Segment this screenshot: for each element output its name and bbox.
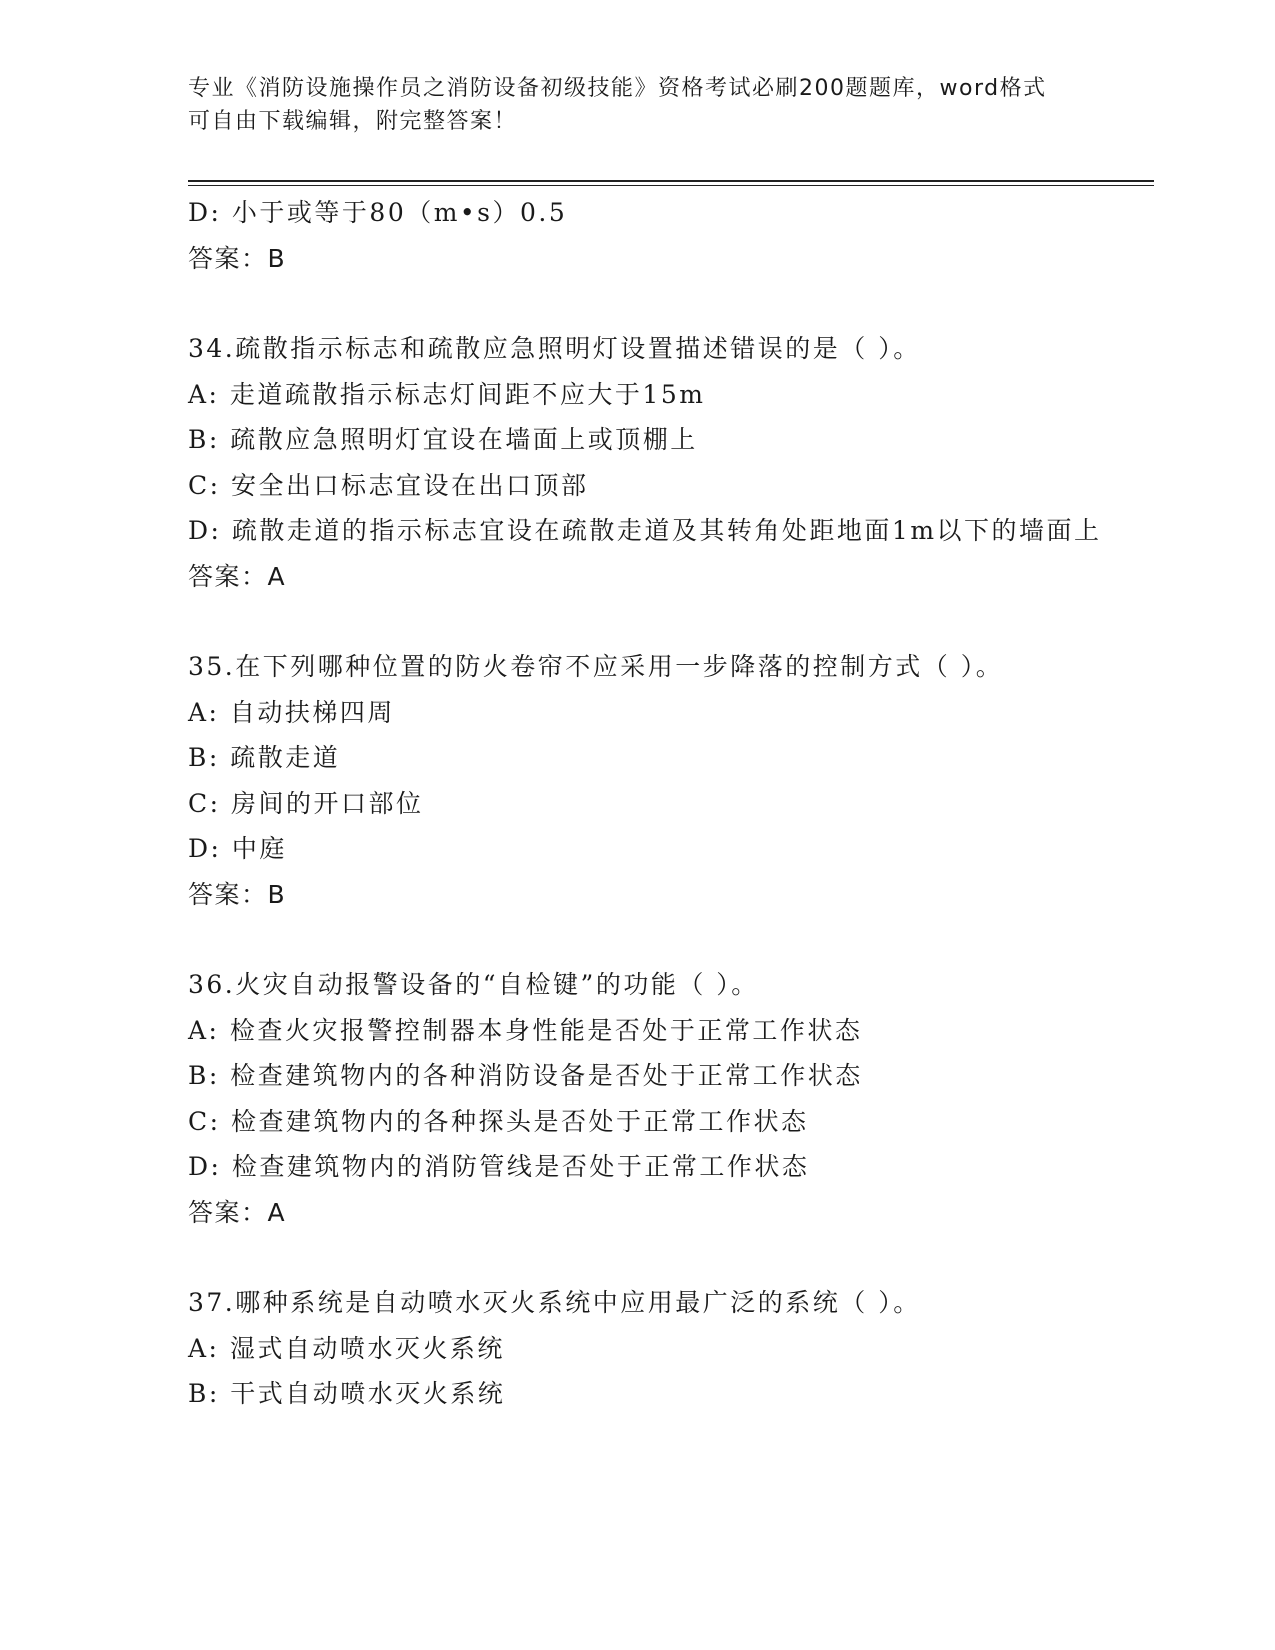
option-d: D: 中庭: [188, 834, 287, 863]
header-rule-thick: [188, 180, 1154, 182]
header-text: 专业《消防设施操作员之消防设备初级技能》资格考试必刷200题题库，word格式可自由下载编辑，附完整答案！: [188, 76, 1047, 134]
question-content: [188, 190, 1108, 1417]
question-36: [188, 962, 1108, 1235]
option-d: D: 疏散走道的指示标志宜设在疏散走道及其转角处距地面1m以下的墙面上: [188, 516, 1102, 545]
option-a: A: 检查火灾报警控制器本身性能是否处于正常工作状态: [188, 1015, 863, 1045]
question-35: [188, 644, 1108, 917]
question-stem: 37.哪种系统是自动喷水灭火系统中应用最广泛的系统（ ）。: [188, 1288, 921, 1317]
option-b: B: 检查建筑物内的各种消防设备是否处于正常工作状态: [188, 1061, 863, 1090]
answer: 答案：B: [188, 243, 287, 273]
answer: 答案：A: [188, 561, 287, 591]
spacer: [188, 599, 1108, 644]
question-stem: 35.在下列哪种位置的防火卷帘不应采用一步降落的控制方式（ ）。: [188, 652, 1004, 681]
document-header: [188, 72, 1068, 138]
question-34: [188, 326, 1108, 599]
spacer: [188, 281, 1108, 326]
question-37: [188, 1280, 1108, 1417]
question-stem: 36.火灾自动报警设备的“自检键”的功能（ ）。: [188, 970, 759, 999]
option-c: C: 安全出口标志宜设在出口顶部: [188, 470, 589, 500]
option-d: D: 检查建筑物内的消防管线是否处于正常工作状态: [188, 1152, 810, 1181]
option-b: B: 干式自动喷水灭火系统: [188, 1379, 506, 1408]
header-rule-thin: [188, 185, 1154, 186]
option-a: A: 湿式自动喷水灭火系统: [188, 1333, 505, 1363]
option-b: B: 疏散走道: [188, 743, 341, 772]
spacer: [188, 1235, 1108, 1280]
option-c: C: 检查建筑物内的各种探头是否处于正常工作状态: [188, 1106, 809, 1136]
option-b: B: 疏散应急照明灯宜设在墙面上或顶棚上: [188, 425, 698, 454]
question-stem: 34.疏散指示标志和疏散应急照明灯设置描述错误的是（ ）。: [188, 334, 921, 363]
option-d: D: 小于或等于80（m•s）0.5: [188, 198, 568, 227]
spacer: [188, 917, 1108, 962]
option-a: A: 走道疏散指示标志灯间距不应大于15m: [188, 379, 706, 409]
answer: 答案：B: [188, 879, 287, 909]
option-c: C: 房间的开口部位: [188, 788, 424, 818]
answer: 答案：A: [188, 1197, 287, 1227]
option-a: A: 自动扶梯四周: [188, 697, 395, 727]
